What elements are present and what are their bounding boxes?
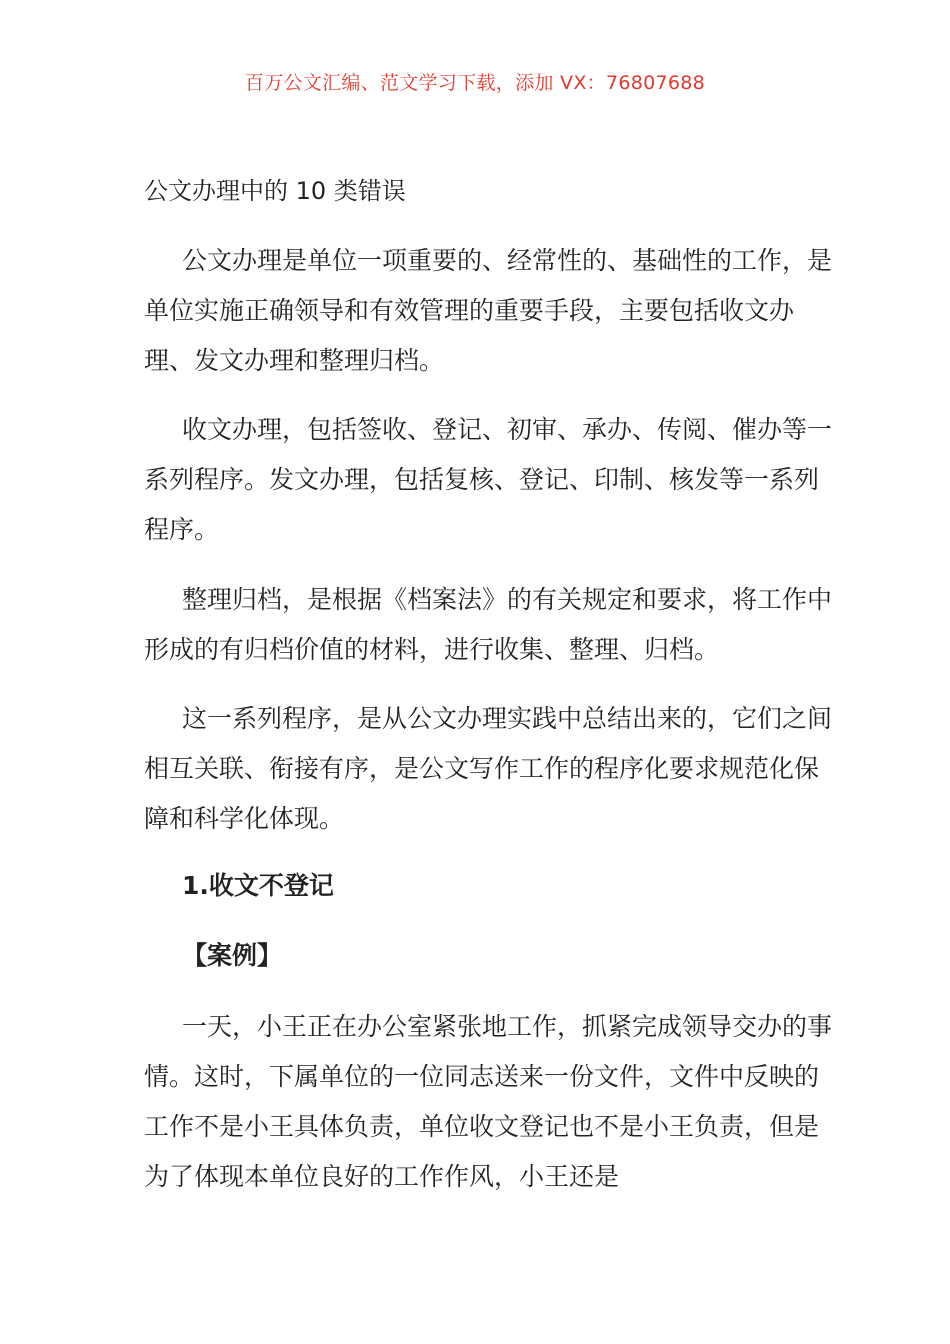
paragraph-intro: 公文办理是单位一项重要的、经常性的、基础性的工作，是单位实施正确领导和有效管理的重要手段，主要包括收文办理、发文办理和整理归档。 — [144, 246, 833, 375]
case-label: 【案例】 — [182, 941, 283, 970]
paragraph-procedures: 这一系列程序，是从公文办理实践中总结出来的，它们之间相互关联、衔接有序，是公文写作工作的程序化要求规范化保障和科学化体现。 — [144, 704, 833, 833]
paragraph-case: 一天，小王正在办公室紧张地工作，抓紧完成领导交办的事情。这时，下属单位的一位同志送来一份文件，文件中反映的工作不是小王具体负责，单位收文登记也不是小王负责，但是为了体现本单位良好的工作作风，小王还是 — [144, 1012, 833, 1191]
paragraph-receiving: 收文办理，包括签收、登记、初审、承办、传阅、催办等一系列程序。发文办理，包括复核、登记、印制、核发等一系列程序。 — [144, 415, 833, 544]
document-title: 公文办理中的 10 类错误 — [144, 177, 406, 205]
paragraph-archiving: 整理归档，是根据《档案法》的有关规定和要求，将工作中形成的有归档价值的材料，进行收集、整理、归档。 — [144, 585, 833, 664]
header-watermark-note: 百万公文汇编、范文学习下载，添加 VX：76807688 — [244, 72, 706, 94]
section-heading: 1.收文不登记 — [182, 871, 334, 900]
